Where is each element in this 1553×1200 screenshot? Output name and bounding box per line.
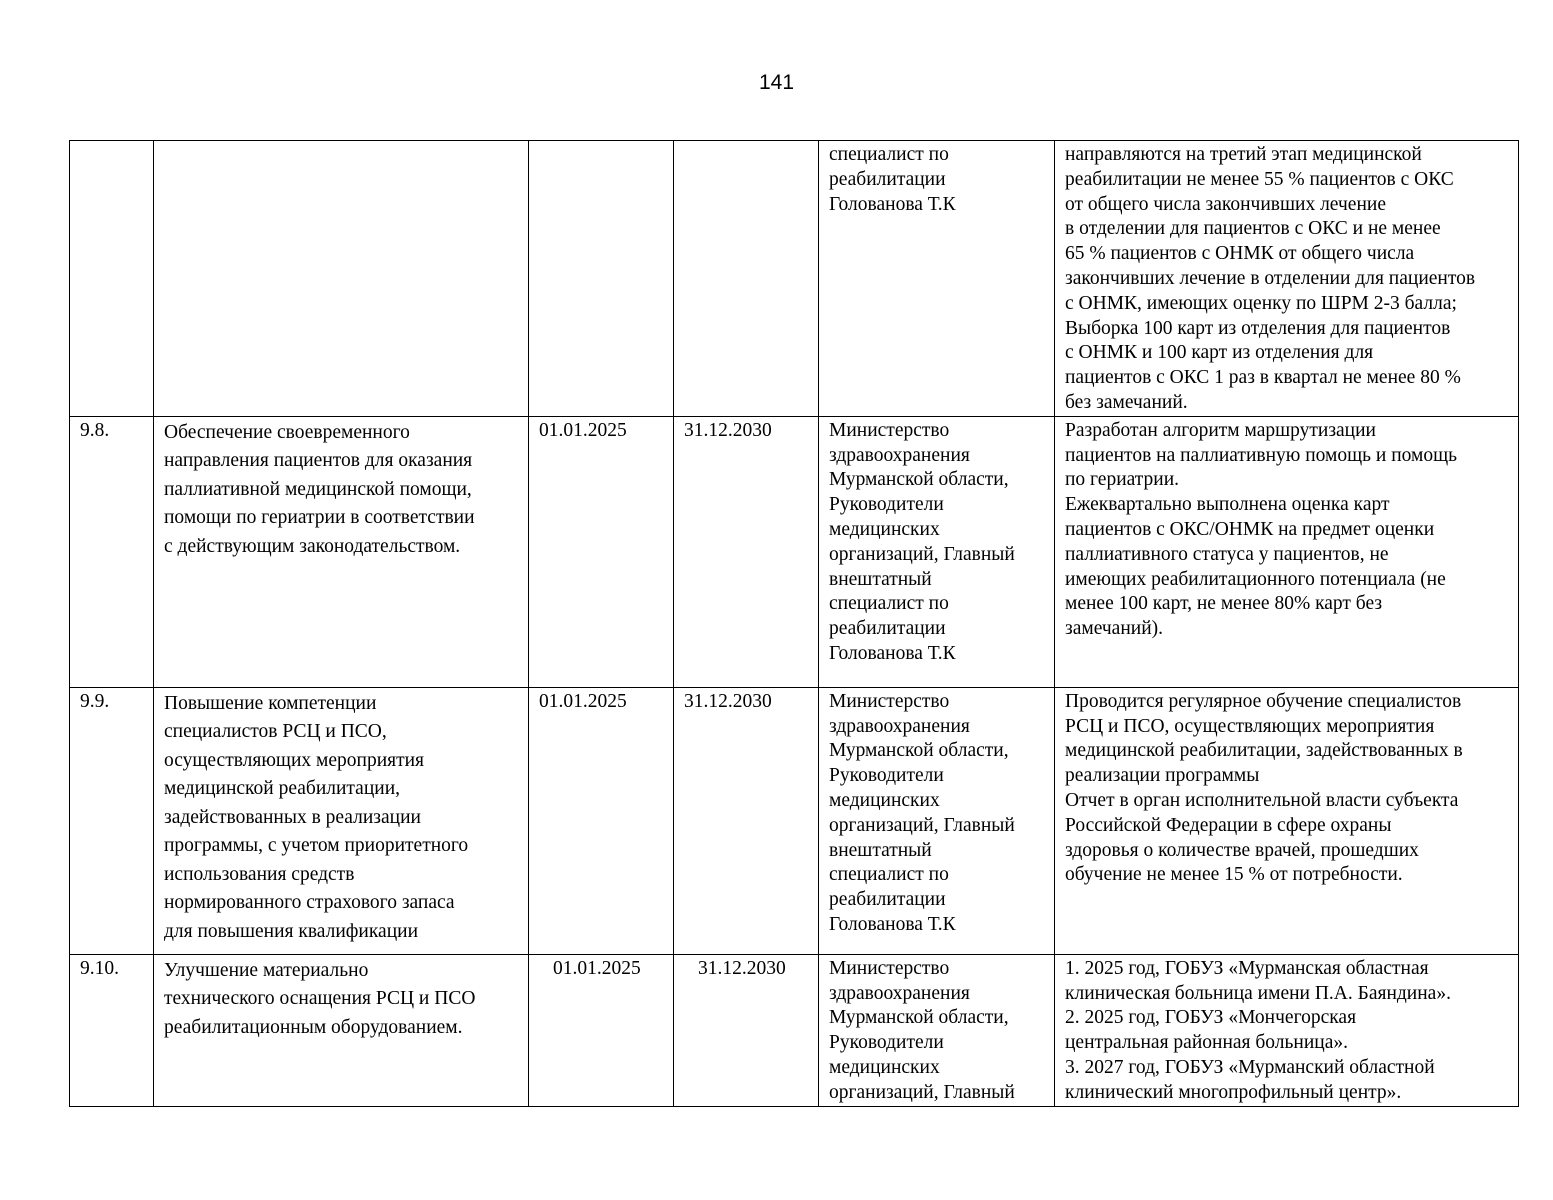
responsible-cell (819, 416, 1055, 687)
start-date: 01.01.2025 (539, 690, 627, 712)
responsible-cell (819, 141, 1055, 417)
start-date: 01.01.2025 (553, 957, 641, 979)
result-cell (1055, 141, 1519, 417)
table-row (70, 687, 1519, 954)
start-date: 01.01.2025 (539, 419, 627, 441)
end-date-cell (674, 416, 819, 687)
end-date: 31.12.2030 (684, 690, 772, 712)
end-date-cell (674, 687, 819, 954)
task-text: Обеспечение своевременного направления пациентов для оказания паллиативной медицинской помощи, помощи по гериатрии в соответствии с действующим законодательством. (164, 421, 475, 557)
result-cell (1055, 954, 1519, 1106)
task-cell (154, 416, 529, 687)
table-row (70, 954, 1519, 1106)
row-number-cell (70, 141, 154, 417)
task-text: Улучшение материально технического оснащения РСЦ и ПСО реабилитационным оборудованием. (164, 959, 476, 1038)
result-text: Проводится регулярное обучение специалистов РСЦ и ПСО, осуществляющих мероприятия медицинской реабилитации, задействованных в реализации программы Отчет в орган исполнительной власти субъекта Российской Федерации в сфере охраны здоровья о количестве врачей, прошедших обучение не менее 15 % от потребности. (1065, 690, 1463, 886)
task-cell (154, 687, 529, 954)
responsible-text: специалист по реабилитации Голованова Т.К (829, 144, 956, 215)
row-number-cell (70, 416, 154, 687)
end-date-cell (674, 141, 819, 417)
task-text: Повышение компетенции специалистов РСЦ и ПСО, осуществляющих мероприятия медицинской реабилитации, задействованных в реализации программы, с учетом приоритетного использования средств нормированного страхового запаса для повышения квалификации (164, 692, 469, 942)
end-date: 31.12.2030 (698, 957, 786, 979)
responsible-text: Министерство здравоохранения Мурманской области, Руководители медицинских организаций, Главный внештатный специалист по реабилитации Голованова Т.К (829, 419, 1015, 664)
start-date-cell (529, 416, 674, 687)
start-date-cell (529, 954, 674, 1106)
row-number: 9.8. (80, 419, 110, 441)
end-date: 31.12.2030 (684, 419, 772, 441)
result-text: 1. 2025 год, ГОБУЗ «Мурманская областная клиническая больница имени П.А. Баяндина». 2. 2025 год, ГОБУЗ «Мончегорская центральная районная больница». 3. 2027 год, ГОБУЗ «Мурманский областной клинический многопрофильный центр». (1065, 957, 1451, 1103)
start-date-cell (529, 141, 674, 417)
result-cell (1055, 687, 1519, 954)
responsible-text: Министерство здравоохранения Мурманской области, Руководители медицинских организаций, Главный внештатный специалист по реабилитации Голованова Т.К (829, 690, 1015, 935)
row-number: 9.9. (80, 690, 110, 712)
responsible-cell (819, 954, 1055, 1106)
start-date-cell (529, 687, 674, 954)
task-cell (154, 141, 529, 417)
responsible-cell (819, 687, 1055, 954)
row-number-cell (70, 687, 154, 954)
result-text: Разработан алгоритм маршрутизации пациентов на паллиативную помощь и помощь по гериатрии. Ежеквартально выполнена оценка карт пациентов с ОКС/ОНМК на предмет оценки паллиативного статуса у пациентов, не имеющих реабилитационного потенциала (не менее 100 карт, не менее 80% карт без замечаний). (1065, 419, 1458, 640)
table-row (70, 141, 1519, 417)
table-row (70, 416, 1519, 687)
result-cell (1055, 416, 1519, 687)
row-number: 9.10. (80, 957, 119, 979)
page-number: 141 (758, 71, 795, 94)
task-cell (154, 954, 529, 1106)
row-number-cell (70, 954, 154, 1106)
end-date-cell (674, 954, 819, 1106)
responsible-text: Министерство здравоохранения Мурманской области, Руководители медицинских организаций, Главный (829, 957, 1015, 1103)
result-text: направляются на третий этап медицинской реабилитации не менее 55 % пациентов с ОКС от общего числа закончивших лечение в отделении для пациентов с ОКС и не менее 65 % пациентов с ОНМК от общего числа закончивших лечение в отделении для пациентов с ОНМК, имеющих оценку по ШРМ 2-3 балла; Выборка 100 карт из отделения для пациентов с ОНМК и 100 карт из отделения для пациентов с ОКС 1 раз в квартал не менее 80 % без замечаний. (1065, 144, 1476, 413)
activities-table (69, 140, 1519, 1107)
